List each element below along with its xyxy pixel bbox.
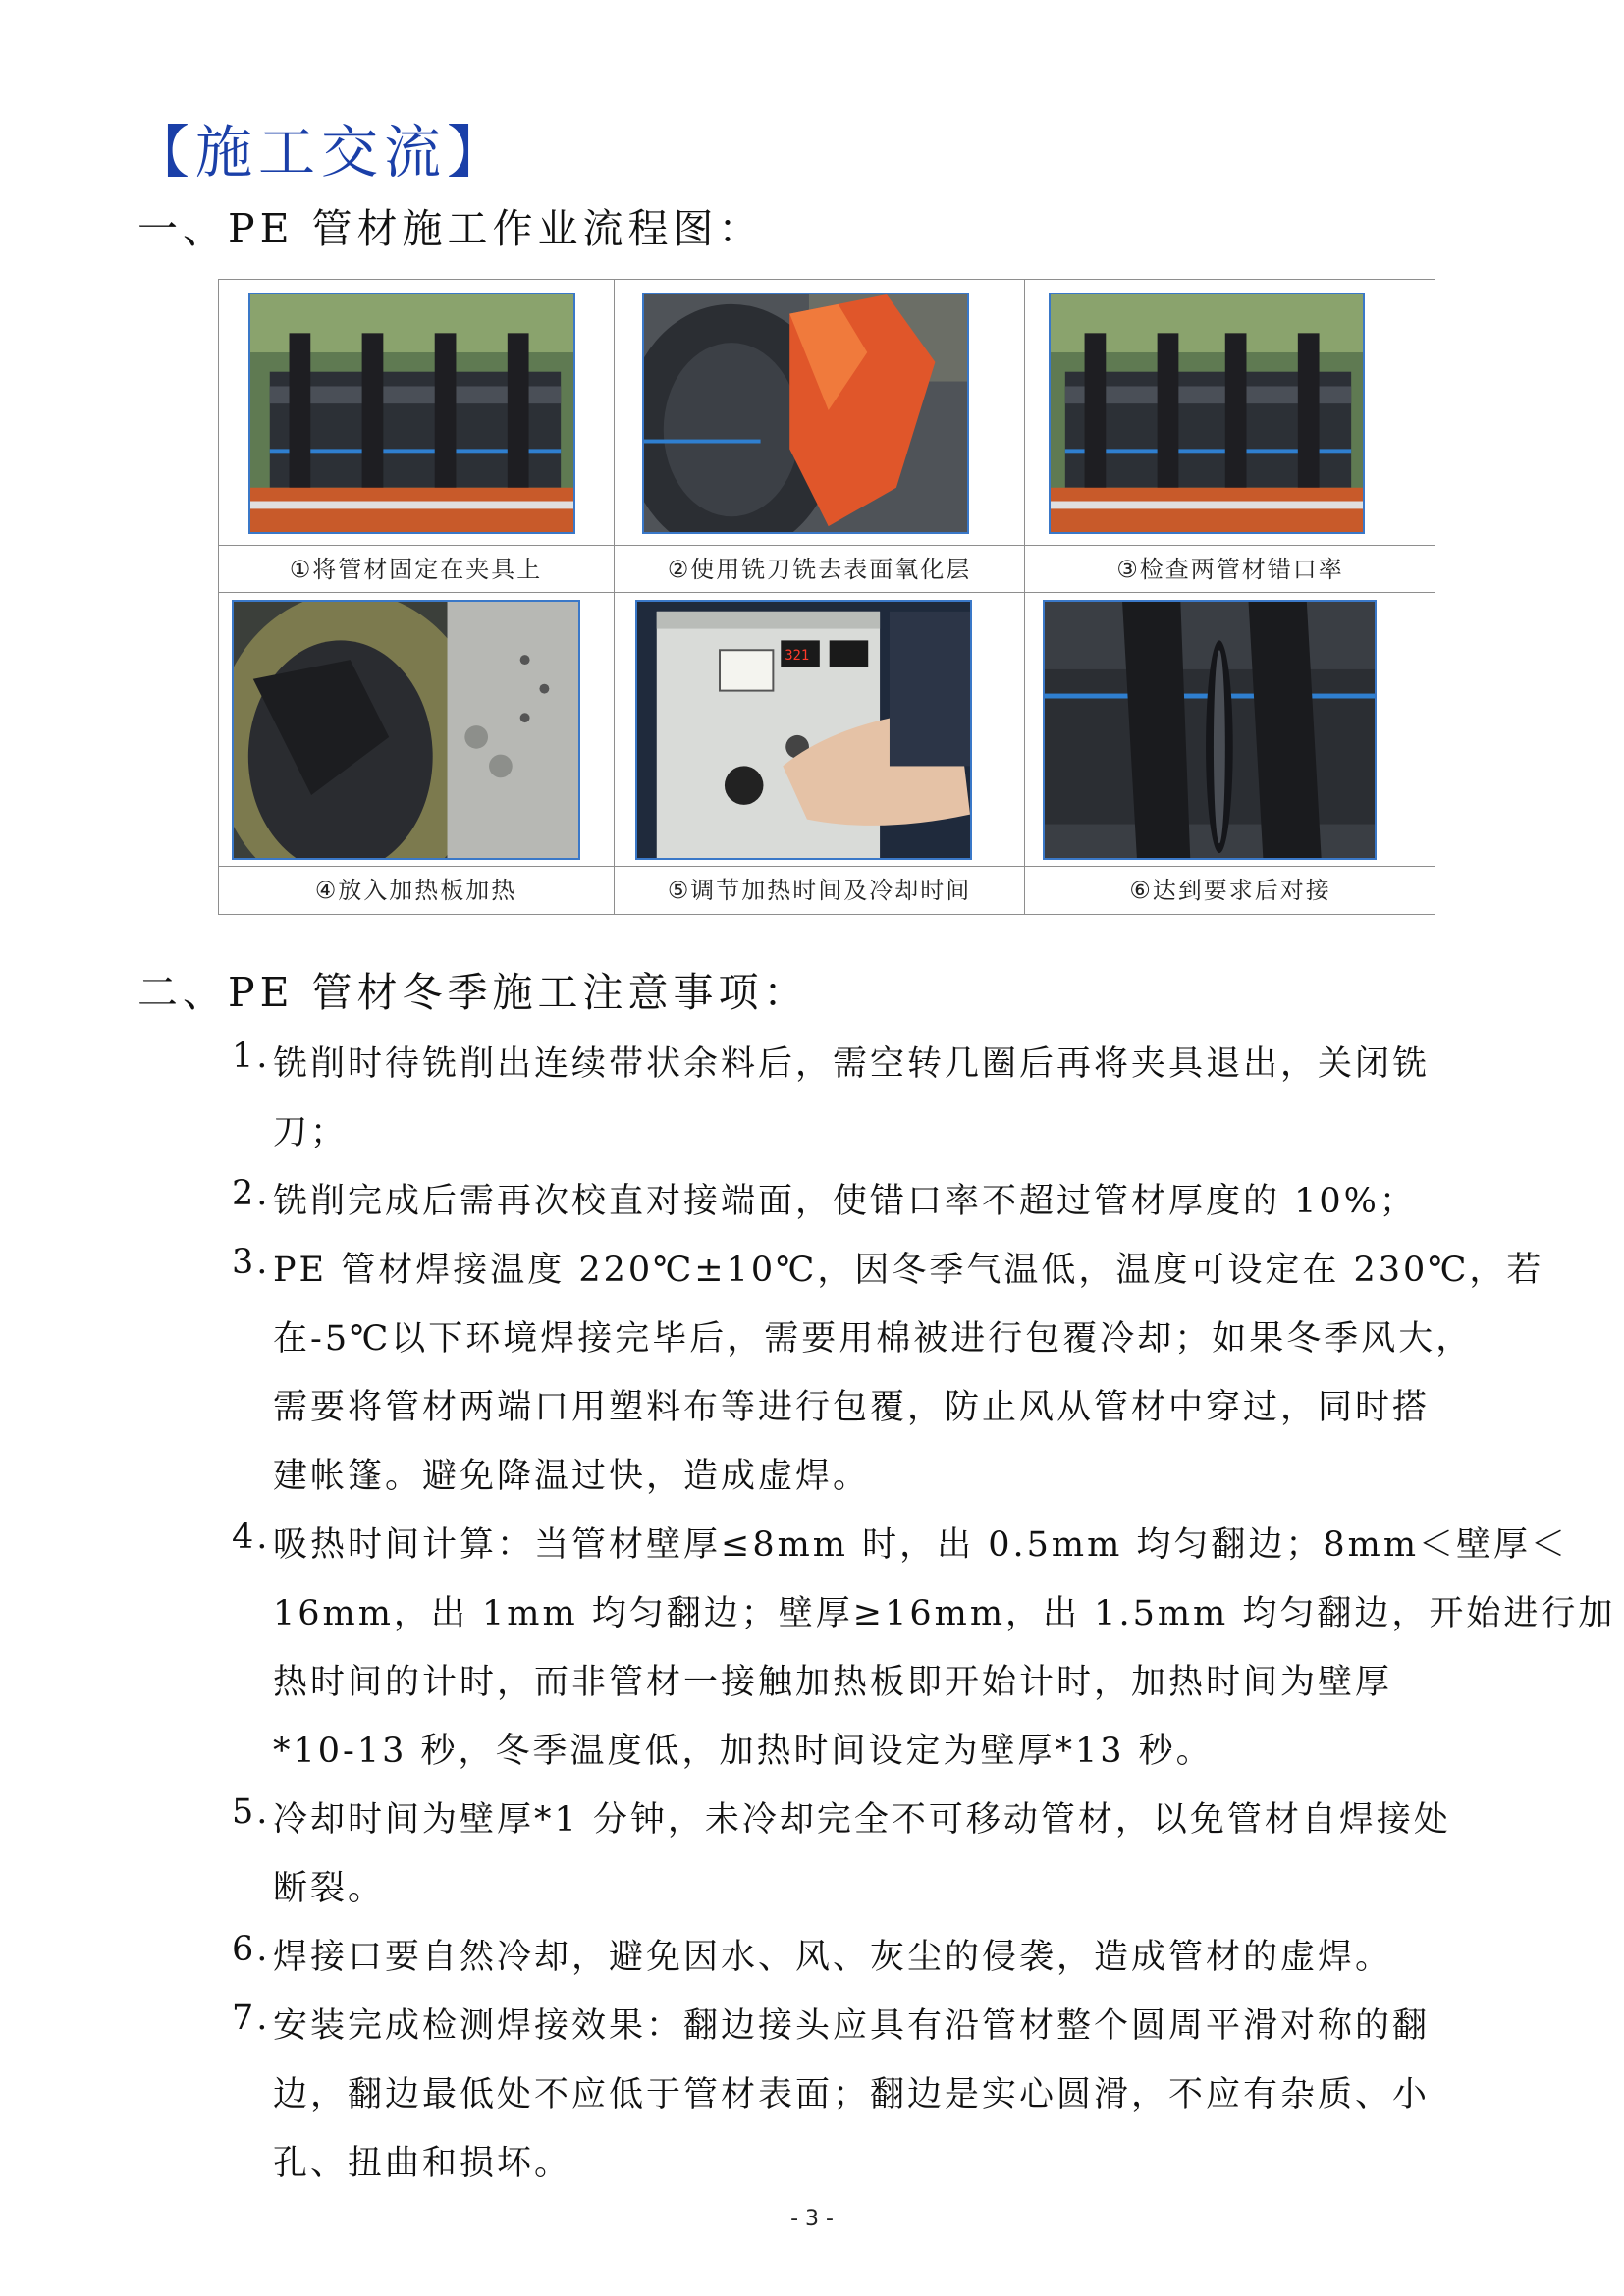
photo-heating-plate <box>232 600 580 860</box>
item-text: 焊接口要自然冷却，避免因水、风、灰尘的侵袭，造成管材的虚焊。 <box>273 1938 1393 1977</box>
item-text: 刀； <box>273 1113 349 1152</box>
photo-butt-joint <box>1043 600 1377 860</box>
item-text: 建帐篷。避免降温过快，造成虚焊。 <box>273 1457 871 1496</box>
grid-divider <box>1024 279 1025 915</box>
photo-clamp-pipe <box>248 293 575 534</box>
photo-check-alignment <box>1049 293 1365 534</box>
item-text: 在-5℃以下环境焊接完毕后，需要用棉被进行包覆冷却；如果冬季风大， <box>273 1319 1474 1359</box>
item-text: 吸热时间计算：当管材壁厚≤8mm 时，出 0.5mm 均匀翻边；8mm＜壁厚＜ <box>273 1525 1569 1565</box>
item-number: 1. <box>232 1037 271 1076</box>
item-number: 4. <box>232 1518 271 1557</box>
item-text: 铣削时待铣削出连续带状余料后，需空转几圈后再将夹具退出，关闭铣 <box>273 1044 1431 1084</box>
item-number: 5. <box>232 1792 271 1832</box>
item-text: 孔、扭曲和损坏。 <box>273 2144 572 2183</box>
item-text: 边，翻边最低处不应低于管材表面；翻边是实心圆滑，不应有杂质、小 <box>273 2075 1431 2114</box>
item-number: 7. <box>232 1999 271 2038</box>
photo-control-panel <box>635 600 972 860</box>
item-number: 2. <box>232 1174 271 1213</box>
section-title: 【施工交流】 <box>133 119 511 186</box>
step-caption: ⑤调节加热时间及冷却时间 <box>667 877 972 904</box>
page-number: - 3 - <box>790 2207 834 2231</box>
step-caption: ②使用铣刀铣去表面氧化层 <box>667 556 972 583</box>
step-caption: ⑥达到要求后对接 <box>1129 877 1331 904</box>
item-text: PE 管材焊接温度 220℃±10℃，因冬季气温低，温度可设定在 230℃，若 <box>273 1251 1544 1290</box>
item-text: 断裂。 <box>273 1869 386 1908</box>
step-caption: ①将管材固定在夹具上 <box>289 556 543 583</box>
item-number: 3. <box>232 1243 271 1282</box>
process-photo-grid <box>218 279 1435 915</box>
item-text: 16mm，出 1mm 均匀翻边；壁厚≥16mm，出 1.5mm 均匀翻边，开始进行加 <box>273 1594 1616 1633</box>
heading-process-flow: 一、PE 管材施工作业流程图： <box>137 205 764 252</box>
item-text: *10-13 秒，冬季温度低，加热时间设定为壁厚*13 秒。 <box>273 1732 1214 1771</box>
photo-milling-cutter <box>642 293 969 534</box>
item-text: 冷却时间为壁厚*1 分钟，未冷却完全不可移动管材，以免管材自焊接处 <box>273 1800 1451 1840</box>
item-number: 6. <box>232 1930 271 1969</box>
item-text: 热时间的计时，而非管材一接触加热板即开始计时，加热时间为壁厚 <box>273 1663 1393 1702</box>
panel-readout: 321 <box>785 648 810 665</box>
item-text: 铣削完成后需再次校直对接端面，使错口率不超过管材厚度的 10%； <box>273 1182 1417 1221</box>
item-text: 需要将管材两端口用塑料布等进行包覆，防止风从管材中穿过，同时搭 <box>273 1388 1431 1427</box>
item-text: 安装完成检测焊接效果：翻边接头应具有沿管材整个圆周平滑对称的翻 <box>273 2006 1431 2046</box>
step-caption: ④放入加热板加热 <box>314 877 517 904</box>
grid-divider <box>614 279 615 915</box>
heading-winter-notes: 二、PE 管材冬季施工注意事项： <box>137 969 809 1016</box>
step-caption: ③检查两管材错口率 <box>1116 556 1344 583</box>
